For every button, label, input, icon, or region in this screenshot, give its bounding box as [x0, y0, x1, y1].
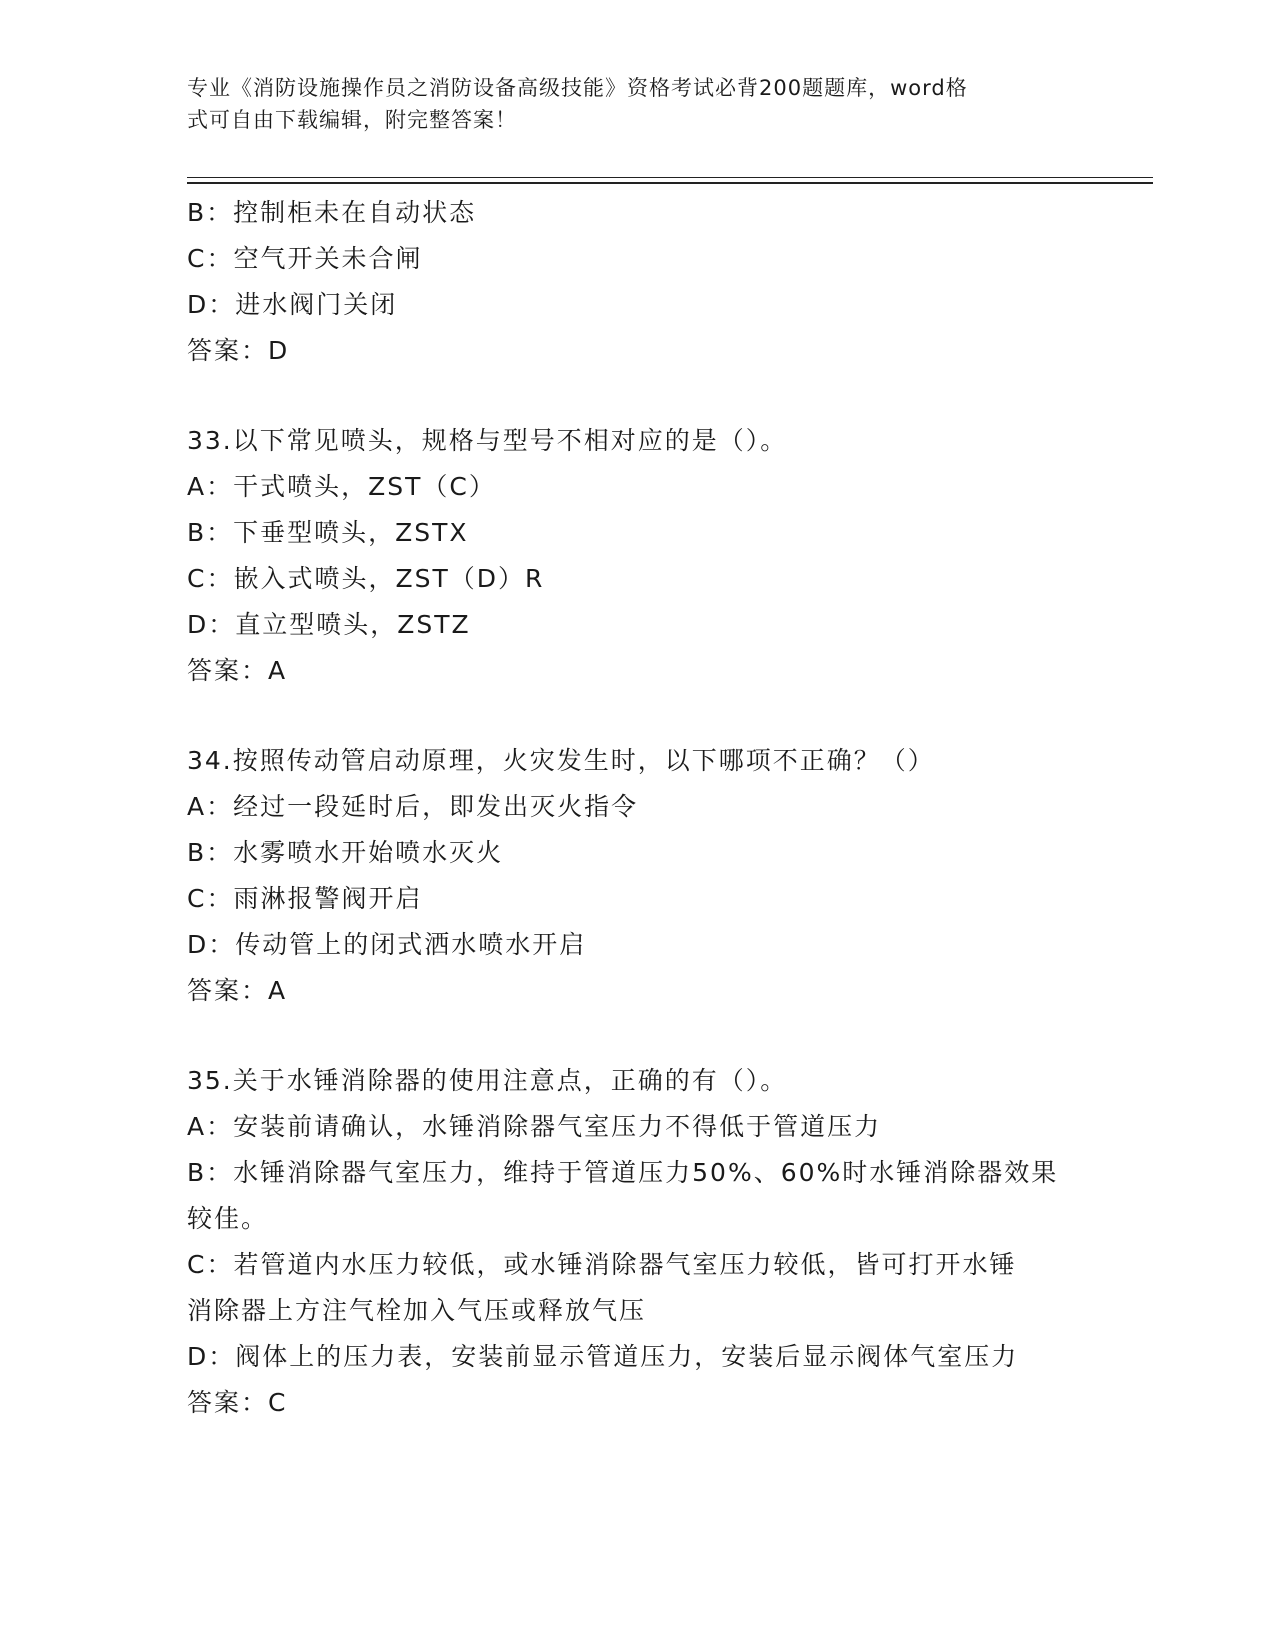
- question-34: [187, 738, 1087, 1014]
- spacer: [187, 374, 1087, 418]
- option-a: A：干式喷头，ZST（C）: [187, 472, 496, 501]
- option-c: C：嵌入式喷头，ZST（D）R: [187, 564, 545, 593]
- document-header: [187, 72, 1067, 136]
- option-d: D：直立型喷头，ZSTZ: [187, 610, 471, 639]
- option-b: B：水锤消除器气室压力，维持于管道压力50%、60%时水锤消除器效果: [187, 1158, 1059, 1187]
- spacer: [187, 1014, 1087, 1058]
- option-a: A：经过一段延时后，即发出灭火指令: [187, 792, 639, 821]
- question-35: [187, 1058, 1087, 1426]
- header-rule-thick: [187, 182, 1153, 184]
- option-b: B：控制柜未在自动状态: [187, 198, 477, 227]
- question-list: [187, 190, 1087, 1426]
- header-rule-thin: [187, 177, 1153, 178]
- answer-line: 答案：A: [187, 976, 288, 1005]
- header-line-2: 式可自由下载编辑，附完整答案！: [187, 108, 517, 132]
- answer-line: 答案：A: [187, 656, 288, 685]
- answer-line: 答案：C: [187, 1388, 288, 1417]
- option-d: D：阀体上的压力表，安装前显示管道压力，安装后显示阀体气室压力: [187, 1342, 1019, 1371]
- partial-question: [187, 190, 1087, 374]
- question-stem: 33.以下常见喷头，规格与型号不相对应的是（）。: [187, 426, 788, 455]
- header-line-1: 专业《消防设施操作员之消防设备高级技能》资格考试必背200题题库，word格: [187, 76, 968, 100]
- option-c: C：雨淋报警阀开启: [187, 884, 423, 913]
- question-33: [187, 418, 1087, 694]
- option-c: C：空气开关未合闸: [187, 244, 423, 273]
- question-stem: 35.关于水锤消除器的使用注意点，正确的有（）。: [187, 1066, 788, 1095]
- option-c-continued: 消除器上方注气栓加入气压或释放气压: [187, 1296, 647, 1325]
- option-d: D：进水阀门关闭: [187, 290, 398, 319]
- answer-line: 答案：D: [187, 336, 290, 365]
- option-b: B：水雾喷水开始喷水灭火: [187, 838, 504, 867]
- spacer: [187, 694, 1087, 738]
- option-b: B：下垂型喷头，ZSTX: [187, 518, 469, 547]
- question-stem: 34.按照传动管启动原理，火灾发生时，以下哪项不正确？（）: [187, 746, 935, 775]
- option-c: C：若管道内水压力较低，或水锤消除器气室压力较低，皆可打开水锤: [187, 1250, 1017, 1279]
- option-b-continued: 较佳。: [187, 1204, 269, 1233]
- option-a: A：安装前请确认，水锤消除器气室压力不得低于管道压力: [187, 1112, 882, 1141]
- option-d: D：传动管上的闭式洒水喷水开启: [187, 930, 587, 959]
